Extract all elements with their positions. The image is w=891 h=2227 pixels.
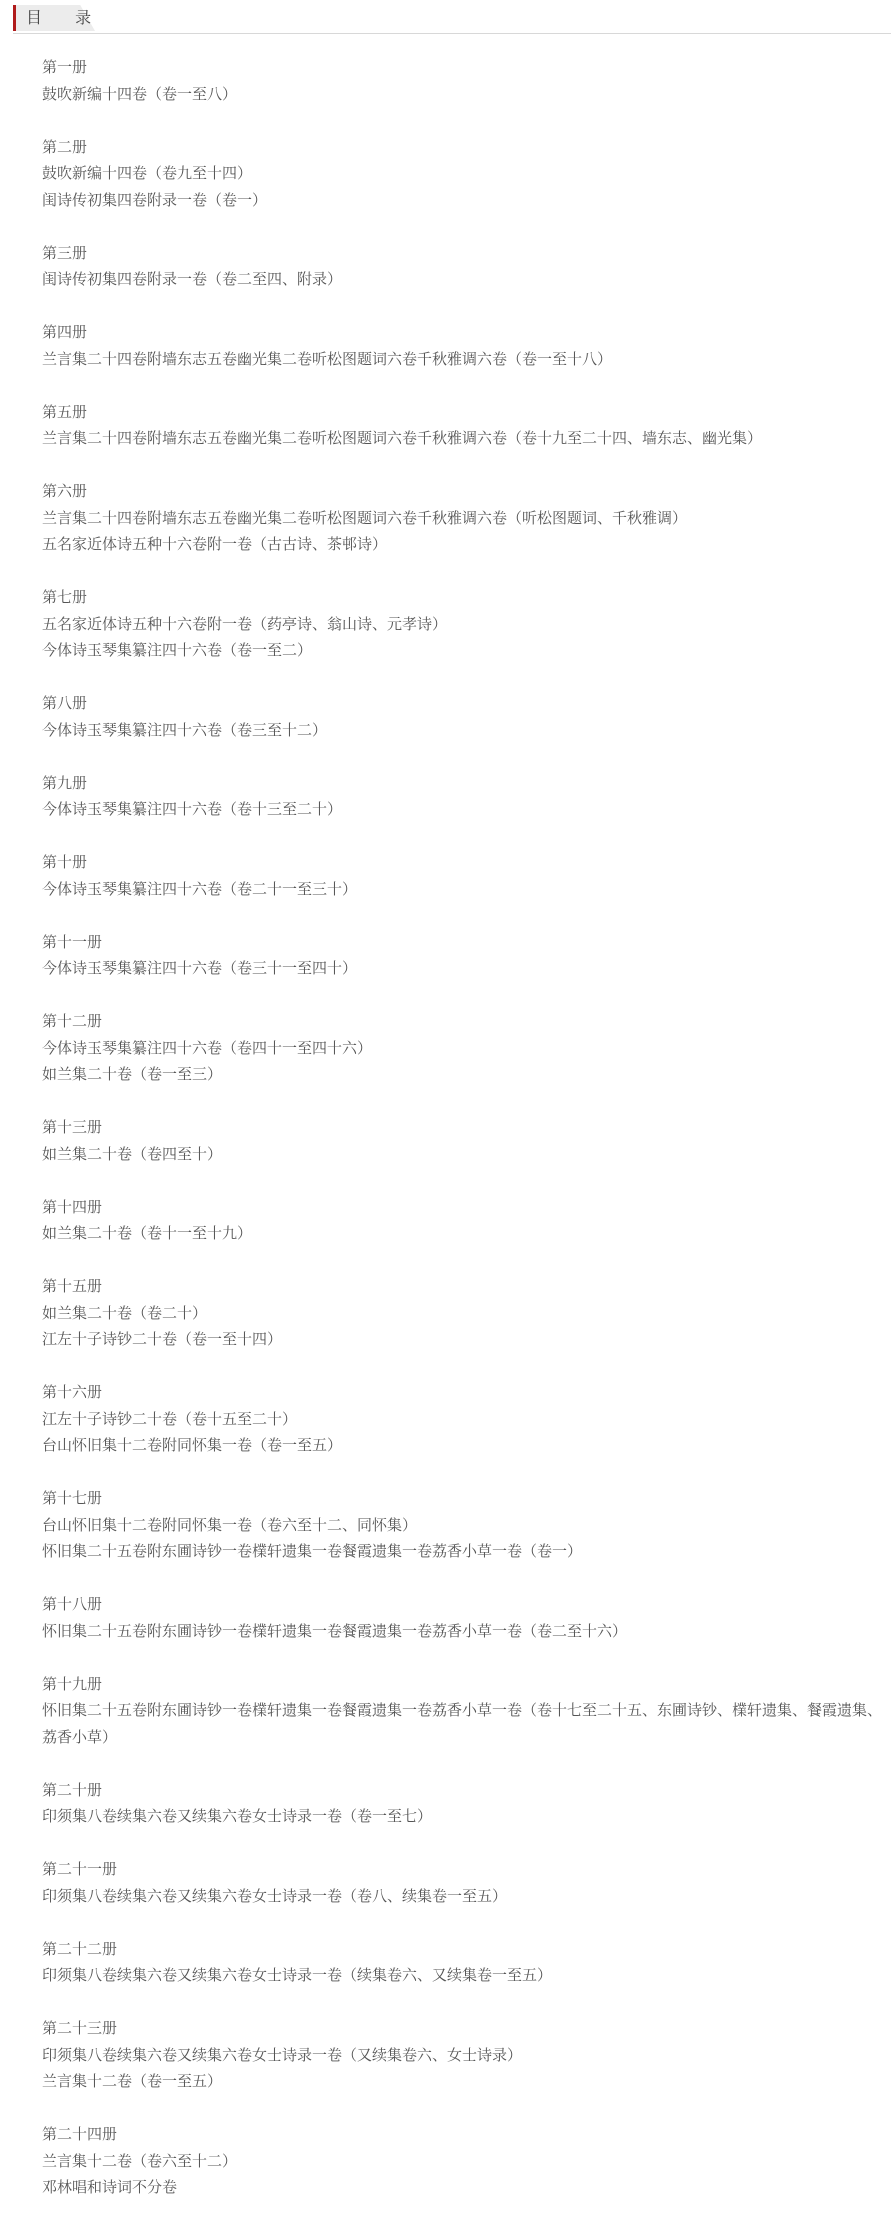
volume-entry: 今体诗玉琴集纂注四十六卷（卷一至二） — [42, 641, 313, 659]
volume-title: 第二册 — [42, 137, 88, 156]
volume-title: 第二十一册 — [42, 1860, 118, 1878]
volume-entry: 五名家近体诗五种十六卷附一卷（古古诗、茶邨诗） — [42, 535, 388, 553]
volume-title: 第七册 — [42, 588, 88, 606]
volume-title: 第二十册 — [42, 1780, 103, 1799]
volume-section — [42, 478, 882, 558]
volume-entry: 兰言集二十四卷附墙东志五卷幽光集二卷听松图题词六卷千秋雅调六卷（卷一至十八） — [42, 349, 613, 368]
volume-entry: 如兰集二十卷（卷一至三） — [42, 1065, 223, 1083]
volume-title: 第二十二册 — [42, 1939, 118, 1958]
volume-title: 第十六册 — [42, 1383, 103, 1401]
volume-section — [42, 584, 882, 664]
volume-section — [42, 134, 882, 214]
volume-entry: 今体诗玉琴集纂注四十六卷（卷四十一至四十六） — [42, 1038, 373, 1057]
toc-list — [42, 54, 882, 2227]
volume-title: 第八册 — [42, 694, 88, 712]
volume-section — [42, 1114, 882, 1167]
volume-section — [42, 1379, 882, 1459]
volume-section — [42, 1194, 882, 1247]
volume-section — [42, 1936, 882, 1989]
volume-entry: 怀旧集二十五卷附东圃诗钞一卷檏轩遗集一卷餐霞遗集一卷荔香小草一卷（卷二至十六） — [42, 1621, 628, 1640]
volume-section — [42, 319, 882, 372]
volume-section — [42, 54, 882, 107]
volume-entry: 如兰集二十卷（卷二十） — [42, 1303, 208, 1322]
volume-title: 第十四册 — [42, 1197, 103, 1216]
volume-section — [42, 399, 882, 452]
volume-section — [42, 1671, 882, 1751]
volume-entry: 印须集八卷续集六卷又续集六卷女士诗录一卷（卷一至七） — [42, 1807, 433, 1825]
volume-title: 第一册 — [42, 58, 88, 76]
volume-section — [42, 1856, 882, 1909]
volume-entry: 如兰集二十卷（卷四至十） — [42, 1144, 223, 1163]
volume-title: 第四册 — [42, 323, 88, 341]
volume-entry: 兰言集二十四卷附墙东志五卷幽光集二卷听松图题词六卷千秋雅调六卷（卷十九至二十四、墙东志、幽光集） — [42, 429, 763, 447]
volume-title: 第三册 — [42, 243, 88, 262]
volume-title: 第九册 — [42, 773, 88, 792]
volume-section — [42, 1485, 882, 1565]
header-accent-bar — [13, 5, 16, 31]
volume-title: 第十三册 — [42, 1118, 103, 1136]
volume-section — [42, 1008, 882, 1088]
volume-title: 第十七册 — [42, 1489, 103, 1507]
volume-section — [42, 1591, 882, 1644]
volume-entry: 怀旧集二十五卷附东圃诗钞一卷檏轩遗集一卷餐霞遗集一卷荔香小草一卷（卷十七至二十五、东圃诗钞、檏轩遗集、餐霞遗集、荔香小草） — [42, 1701, 883, 1746]
volume-section — [42, 849, 882, 902]
volume-title: 第十二册 — [42, 1012, 103, 1030]
volume-entry: 闺诗传初集四卷附录一卷（卷一） — [42, 190, 268, 209]
volume-entry: 鼓吹新编十四卷（卷九至十四） — [42, 164, 253, 182]
volume-section — [42, 2015, 882, 2095]
volume-section — [42, 690, 882, 743]
volume-title: 第十八册 — [42, 1595, 103, 1613]
volume-section — [42, 1273, 882, 1353]
volume-entry: 闺诗传初集四卷附录一卷（卷二至四、附录） — [42, 270, 343, 288]
volume-entry: 五名家近体诗五种十六卷附一卷（药亭诗、翁山诗、元孝诗） — [42, 614, 448, 633]
volume-entry: 如兰集二十卷（卷十一至十九） — [42, 1224, 253, 1242]
volume-entry: 台山怀旧集十二卷附同怀集一卷（卷一至五） — [42, 1436, 343, 1454]
volume-entry: 今体诗玉琴集纂注四十六卷（卷三十一至四十） — [42, 959, 358, 977]
volume-title: 第十册 — [42, 853, 88, 871]
volume-section — [42, 770, 882, 823]
volume-entry: 印须集八卷续集六卷又续集六卷女士诗录一卷（续集卷六、又续集卷一至五） — [42, 1966, 553, 1984]
volume-entry: 台山怀旧集十二卷附同怀集一卷（卷六至十二、同怀集） — [42, 1515, 418, 1534]
volume-section — [42, 240, 882, 293]
toc-header — [0, 0, 891, 34]
volume-section — [42, 929, 882, 982]
volume-entry: 今体诗玉琴集纂注四十六卷（卷三至十二） — [42, 720, 328, 739]
volume-entry: 今体诗玉琴集纂注四十六卷（卷十三至二十） — [42, 800, 343, 818]
volume-entry: 江左十子诗钞二十卷（卷一至十四） — [42, 1330, 283, 1348]
header-divider — [13, 33, 891, 34]
volume-title: 第二十四册 — [42, 2125, 118, 2143]
volume-entry: 兰言集十二卷（卷六至十二） — [42, 2151, 238, 2170]
volume-entry: 怀旧集二十五卷附东圃诗钞一卷檏轩遗集一卷餐霞遗集一卷荔香小草一卷（卷一） — [42, 1542, 583, 1560]
volume-title: 第二十三册 — [42, 2019, 118, 2037]
volume-section — [42, 2121, 882, 2201]
volume-entry: 鼓吹新编十四卷（卷一至八） — [42, 84, 238, 103]
volume-title: 第十九册 — [42, 1674, 103, 1693]
page-title: 目 录 — [26, 8, 106, 27]
volume-entry: 江左十子诗钞二十卷（卷十五至二十） — [42, 1409, 298, 1428]
volume-entry: 印须集八卷续集六卷又续集六卷女士诗录一卷（又续集卷六、女士诗录） — [42, 2045, 523, 2064]
volume-title: 第十一册 — [42, 932, 103, 951]
volume-entry: 印须集八卷续集六卷又续集六卷女士诗录一卷（卷八、续集卷一至五） — [42, 1886, 508, 1905]
volume-entry: 兰言集二十四卷附墙东志五卷幽光集二卷听松图题词六卷千秋雅调六卷（听松图题词、千秋雅调） — [42, 508, 688, 527]
volume-entry: 今体诗玉琴集纂注四十六卷（卷二十一至三十） — [42, 879, 358, 898]
volume-entry: 兰言集十二卷（卷一至五） — [42, 2072, 223, 2090]
volume-title: 第十五册 — [42, 1277, 103, 1295]
volume-title: 第六册 — [42, 482, 88, 500]
volume-entry: 邓林唱和诗词不分卷 — [42, 2178, 178, 2196]
volume-title: 第五册 — [42, 402, 88, 421]
volume-section — [42, 1777, 882, 1830]
